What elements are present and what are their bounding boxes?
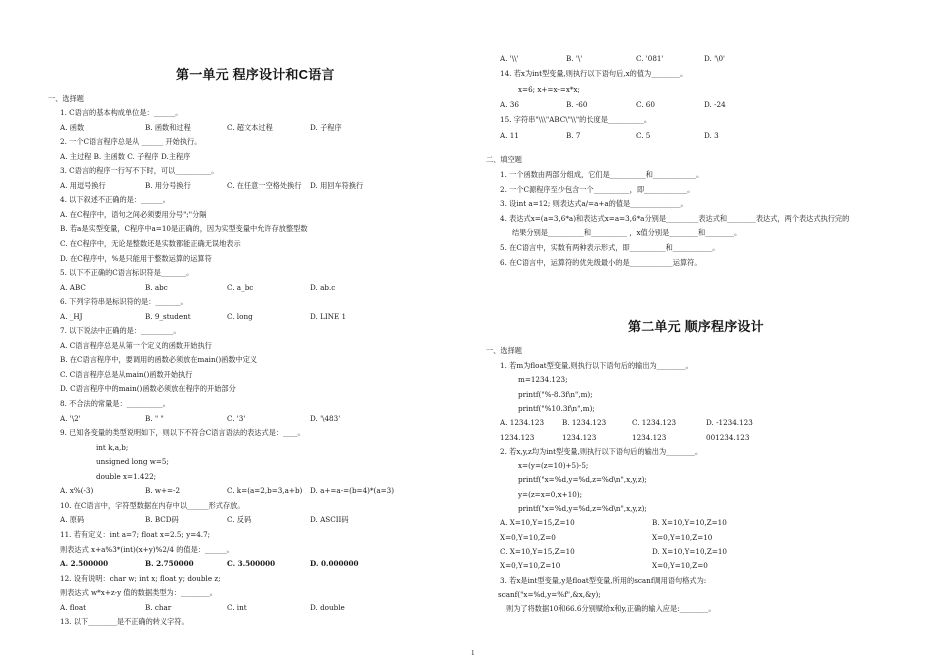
option-text: D. ASCII码 bbox=[310, 515, 349, 525]
option-text: C. long bbox=[227, 311, 253, 321]
option-text: C. '081' bbox=[636, 54, 664, 63]
option-text: C. k=(a=2,b=3,a+b) bbox=[227, 486, 303, 496]
text-line: 3. C语言的程序一行写不下时，可以__________。 bbox=[60, 166, 219, 176]
text-line: A. 主过程 B. 主函数 C. 子程序 D.主程序 bbox=[60, 151, 191, 161]
option-text: A. ABC bbox=[60, 282, 86, 292]
option-text: B. w+=-2 bbox=[145, 486, 181, 496]
option-text: D. -1234.123 bbox=[706, 418, 753, 428]
option-text: D. LINE 1 bbox=[310, 311, 347, 321]
option-text: A. 2.500000 bbox=[60, 559, 109, 569]
option-text: B. X=10,Y=10,Z=10 bbox=[652, 518, 727, 528]
text-line: D. C语言程序中的main()函数必须放在程序的开始部分 bbox=[60, 384, 236, 394]
option-text: B. char bbox=[145, 602, 172, 612]
option-text: D. 3 bbox=[704, 130, 719, 140]
text-line: 2. 一个C源程序至少包含一个__________，即____________。 bbox=[500, 184, 695, 194]
option-text: D. double bbox=[310, 602, 345, 612]
option-text: A. '\\' bbox=[500, 54, 519, 63]
text-line: 5. 在C语言中，实数有两种表示形式，即__________和___________。 bbox=[500, 243, 720, 252]
text-line: 3. 若x是int型变量,y是float型变量,所用的scanf调用语句格式为: bbox=[500, 575, 707, 585]
option-text: C. a_bc bbox=[227, 282, 254, 292]
text-line: D. 在C程序中，%是只能用于整数运算的运算符 bbox=[60, 253, 212, 263]
section-heading: 一、选择题 bbox=[486, 346, 522, 355]
text-line: 9. 已知各变量的类型说明如下，则以下不符合C语言语法的表达式是：____。 bbox=[60, 428, 305, 438]
section-heading: 一、选择题 bbox=[48, 94, 84, 103]
option-text: X=0,Y=10,Z=0 bbox=[500, 532, 556, 542]
text-line: 6. 下列字符串是标识符的是：_______。 bbox=[60, 297, 188, 307]
text-line: x=(y=(z=10)+5)-5; bbox=[518, 461, 589, 471]
text-line: printf("%10.3f\n",m); bbox=[518, 403, 595, 413]
option-text: A. 函数 bbox=[60, 122, 85, 132]
option-text: B. BCD码 bbox=[145, 515, 179, 525]
text-line: int k,a,b; bbox=[96, 442, 129, 452]
option-text: B. 9_student bbox=[145, 311, 191, 321]
option-text: X=0,Y=10,Z=0 bbox=[652, 561, 708, 571]
option-text: 1234.123 bbox=[500, 432, 535, 442]
option-text: X=0,Y=10,Z=10 bbox=[500, 561, 561, 571]
option-text: B. 1234.123 bbox=[562, 418, 607, 428]
option-text: D. 子程序 bbox=[310, 122, 342, 132]
text-line: 2. 一个C语言程序总是从 ______ 开始执行。 bbox=[60, 137, 202, 147]
text-line: printf("x=%d,y=%d,z=%d\n",x,y,z); bbox=[518, 475, 647, 485]
text-line: unsigned long w=5; bbox=[96, 457, 169, 467]
option-text: A. float bbox=[60, 602, 87, 612]
option-text: A. 36 bbox=[500, 99, 519, 109]
option-text: C. 5 bbox=[636, 130, 651, 140]
option-text: C. 60 bbox=[636, 99, 655, 109]
option-text: C. 3.500000 bbox=[227, 559, 276, 569]
text-line: 1. 一个函数由两部分组成，它们是__________和____________。 bbox=[500, 170, 704, 179]
option-text: 001234.123 bbox=[706, 432, 750, 442]
text-line: double x=1.422; bbox=[96, 471, 157, 481]
text-line: 5. 以下不正确的C语言标识符是_______。 bbox=[60, 268, 194, 278]
text-line: m=1234.123; bbox=[518, 375, 568, 385]
option-text: B. -60 bbox=[566, 99, 588, 109]
option-text: D. a+=a-=(b=4)*(a=3) bbox=[310, 486, 395, 496]
option-text: B. " " bbox=[145, 413, 164, 423]
text-line: C. C语言程序总是从main()函数开始执行 bbox=[60, 369, 193, 379]
option-text: B. 2.750000 bbox=[145, 559, 194, 569]
text-line: 则表达式 x+a%3*(int)(x+y)%2/4 的值是：______。 bbox=[60, 544, 234, 554]
option-text: A. 原码 bbox=[60, 515, 85, 525]
unit-title: 第二单元 顺序程序设计 bbox=[628, 319, 764, 334]
text-line: 1. 若m为float型变量,则执行以下语句后的输出为________。 bbox=[500, 361, 693, 370]
text-line: 12. 设有说明：char w; int x; float y; double z; bbox=[60, 573, 221, 583]
option-text: C. int bbox=[227, 602, 247, 612]
text-line: 则为了将数据10和66.6分别赋给x和y,正确的输入应是:________。 bbox=[506, 604, 716, 614]
text-line: 4. 以下叙述不正确的是：______。 bbox=[60, 195, 170, 205]
option-text: 1234.123 bbox=[562, 432, 597, 442]
section-heading: 二、填空题 bbox=[486, 155, 522, 164]
option-text: D. -24 bbox=[704, 99, 726, 109]
text-line: x=6; x+=x-=x*x; bbox=[518, 84, 580, 94]
option-text: D. X=10,Y=10,Z=10 bbox=[652, 546, 728, 556]
option-text: B. abc bbox=[145, 282, 168, 292]
text-line: 4. 表达式x=(a=3,6*a)和表达式x=a=3,6*a分别是_________表达式和________表达式，两个表达式执行完的 bbox=[500, 213, 850, 223]
text-line: A. 在C程序中，语句之间必须要用分号";"分隔 bbox=[60, 209, 207, 219]
text-line: A. C语言程序总是从第一个定义的函数开始执行 bbox=[60, 340, 212, 350]
text-line: 10. 在C语言中，字符型数据在内存中以______形式存放。 bbox=[60, 500, 245, 510]
option-text: D. ab.c bbox=[310, 282, 336, 292]
option-text: B. '\' bbox=[566, 54, 583, 63]
option-text: C. 超文本过程 bbox=[227, 122, 273, 132]
text-line: B. 在C语言程序中，要调用的函数必须放在main()函数中定义 bbox=[60, 355, 258, 365]
option-text: B. 函数和过程 bbox=[145, 122, 191, 132]
text-line: 13. 以下________是不正确的转义字符。 bbox=[60, 617, 189, 627]
text-line: 14. 若x为int型变量,则执行以下语句后,x的值为________。 bbox=[500, 69, 688, 79]
text-line: 3. 设int a=12; 则表达式a/=a+a的值是______________。 bbox=[500, 199, 688, 209]
option-text: C. 反码 bbox=[227, 515, 252, 525]
option-text: B. 用分号换行 bbox=[145, 180, 191, 190]
option-text: C. 在任意一空格处换行 bbox=[227, 180, 302, 190]
option-text: A. 用逗号换行 bbox=[60, 180, 106, 190]
text-line: 8. 不合法的常量是：__________。 bbox=[60, 399, 170, 408]
unit-title: 第一单元 程序设计和C语言 bbox=[176, 67, 335, 82]
text-line: 则表达式 w*x+z-y 值的数据类型为：________。 bbox=[60, 588, 217, 598]
option-text: D. 0.000000 bbox=[310, 559, 359, 569]
option-text: A. 11 bbox=[500, 130, 519, 140]
text-line: 结果分别是__________和__________ ，x值分别是________和________。 bbox=[512, 228, 742, 238]
option-text: C. X=10,Y=15,Z=10 bbox=[500, 546, 575, 556]
option-text: D. '\483' bbox=[310, 413, 341, 423]
text-line: printf("x=%d,y=%d,z=%d\n",x,y,z); bbox=[518, 504, 647, 513]
text-line: scanf("x=%d,y=%f",&x,&y); bbox=[498, 589, 601, 599]
text-line: B. 若a是实型变量，C程序中a=10是正确的，因为实型变量中允许存放整型数 bbox=[60, 224, 308, 234]
option-text: A. 1234.123 bbox=[500, 418, 545, 428]
option-text: A. '\2' bbox=[60, 413, 81, 423]
text-line: printf("%-8.3f\n",m); bbox=[518, 389, 593, 399]
option-text: D. '\0' bbox=[704, 54, 726, 63]
text-line: 11. 若有定义：int a=7; float x=2.5; y=4.7; bbox=[60, 529, 211, 539]
option-text: D. 用回车符换行 bbox=[310, 180, 364, 190]
page-number: 1 bbox=[471, 649, 475, 657]
option-text: A. _HJ bbox=[60, 311, 83, 321]
option-text: B. 7 bbox=[566, 130, 581, 140]
option-text: C. '3' bbox=[227, 413, 246, 423]
text-line: 6. 在C语言中，运算符的优先级最小的是____________运算符。 bbox=[500, 257, 702, 267]
text-line: C. 在C程序中，无论是整数还是实数都能正确无误地表示 bbox=[60, 238, 241, 248]
option-text: X=0,Y=10,Z=10 bbox=[652, 532, 713, 542]
option-text: A. x%(-3) bbox=[60, 486, 94, 496]
text-line: 1. C语言的基本构成单位是：______。 bbox=[60, 108, 183, 117]
text-line: 7. 以下说法中正确的是：_________。 bbox=[60, 326, 181, 336]
text-line: 2. 若x,y,z均为int型变量,则执行以下语句后的输出为________。 bbox=[500, 446, 703, 456]
text-line: y=(z=x=0,x+10); bbox=[518, 489, 583, 499]
text-line: 15. 字符串"\\\"ABC\"\\"的长度是__________。 bbox=[500, 115, 652, 125]
option-text: A. X=10,Y=15,Z=10 bbox=[500, 518, 575, 528]
option-text: 1234.123 bbox=[632, 432, 667, 442]
option-text: C. 1234.123 bbox=[632, 418, 677, 428]
